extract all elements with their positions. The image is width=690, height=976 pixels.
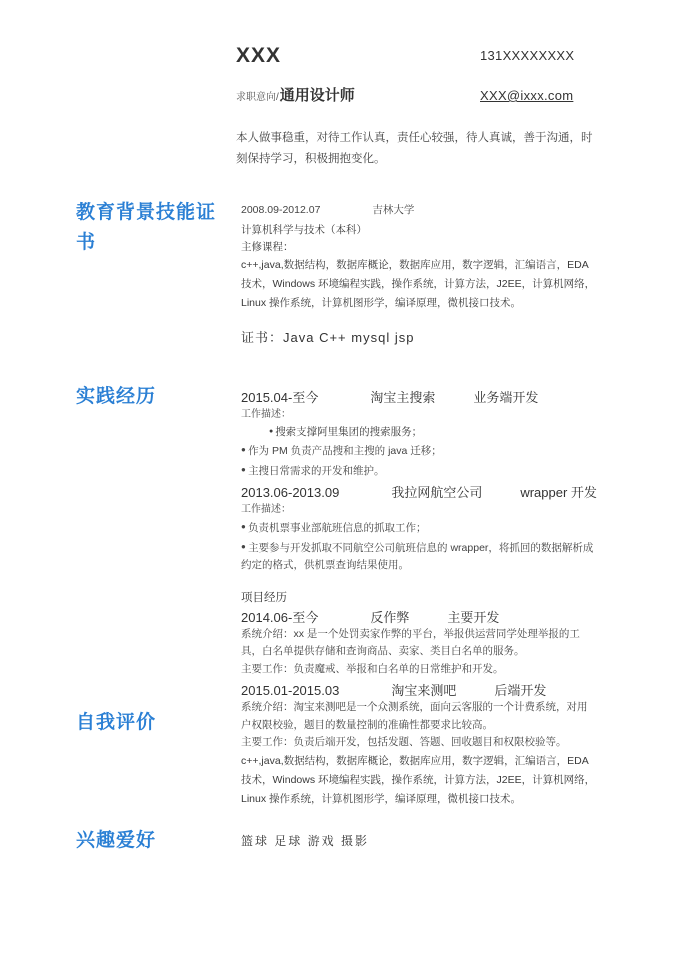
job-date: 2013.06-2013.09: [241, 485, 340, 500]
section-title-self-evaluation: 自我评价: [76, 712, 157, 733]
email-address[interactable]: XXX@ixxx.com: [480, 88, 574, 103]
resume-header: [0, 40, 690, 120]
job-intent: [236, 84, 355, 105]
project-headline: [241, 607, 601, 626]
job-bullet: ● 搜索支撑阿里集团的搜索服务；: [269, 423, 601, 441]
project-role: 后端开发: [494, 683, 547, 698]
education-courses: c++,java,数据结构，数据库概论，数据库应用，数字逻辑，汇编语言，EDA 技术，Windows 环境编程实践，操作系统，计算方法，J2EE，计算机网络，Linux 操作系统，计算机图形学，编译原理，微机接口技术。: [241, 259, 596, 309]
project-intro-text: xx 是一个处罚卖家作弊的平台，举报供运营同学处理举报的工具，白名单提供存储和查询商品、卖家、类目白名单的服务。: [241, 627, 580, 657]
hobby-block: [241, 832, 601, 849]
projects-title: 项目经历: [241, 591, 287, 604]
section-title-education: 教育背景技能证书: [76, 202, 217, 253]
project-name: 反作弊: [370, 609, 410, 625]
education-major: 计算机科学与技术（本科）: [241, 224, 367, 236]
candidate-name: XXX: [236, 44, 282, 67]
project-intro: [241, 626, 597, 661]
job-company: 淘宝主搜索: [370, 390, 436, 405]
job-bullet: ● 主搜日常需求的开发和维护。: [241, 461, 601, 481]
project-date: 2014.06-至今: [241, 609, 319, 625]
project-main-label: 主要工作：: [241, 736, 294, 748]
project-role: 主要开发: [447, 609, 500, 625]
project-date: 2015.01-2015.03: [241, 683, 340, 698]
phone-number: 131XXXXXXXX: [480, 48, 575, 63]
education-date: 2008.09-2012.07: [241, 204, 321, 216]
project-main: [241, 661, 597, 679]
job-role: wrapper 开发: [520, 485, 597, 500]
job-bullet: ● 主要参与开发抓取不同航空公司航班信息的 wrapper，将抓回的数据解析成约定的格式，供机票查询结果使用。: [241, 538, 597, 575]
experience-block: [241, 385, 601, 752]
project-intro: [241, 699, 597, 734]
hobby-text: 篮球 足球 游戏 摄影: [241, 834, 370, 848]
project-main-text: 负责后端开发，包括发题、答题、回收题目和权限校验等。: [293, 736, 567, 748]
job-headline: [241, 482, 601, 501]
self-evaluation-text: c++,java,数据结构，数据库概论，数据库应用，数字逻辑，汇编语言，EDA 技术，Windows 环境编程实践，操作系统，计算方法，J2EE，计算机网络，Linux 操作系统，计算机图形学，编译原理，微机接口技术。: [241, 755, 596, 805]
project-intro-label: 系统介绍：: [241, 627, 294, 640]
project-main: [241, 734, 597, 752]
section-title-hobby: 兴趣爱好: [76, 830, 157, 851]
education-block: [241, 200, 601, 346]
education-headline: [241, 200, 601, 219]
job-desc-label: 工作描述：: [241, 504, 291, 515]
job-company: 我拉网航空公司: [391, 485, 483, 500]
job-intent-label: 求职意向/: [236, 92, 279, 103]
job-desc-label: 工作描述：: [241, 409, 291, 420]
job-bullet: ● 作为 PM 负责产品搜和主搜的 java 迁移；: [241, 441, 601, 461]
project-headline: [241, 680, 601, 699]
summary-paragraph: 本人做事稳重，对待工作认真，责任心较强，待人真诚，善于沟通，时刻保持学习，积极拥抱变化。: [236, 132, 593, 165]
project-main-text: 负责魔戒、举报和白名单的日常维护和开发。: [293, 662, 504, 675]
education-certificate: 证书：Java C++ mysql jsp: [241, 330, 415, 345]
education-courses-label: 主修课程：: [241, 241, 294, 253]
project-name: 淘宝来测吧: [391, 683, 457, 698]
job-date: 2015.04-至今: [241, 390, 319, 405]
self-evaluation-block: [241, 752, 601, 809]
section-title-experience: 实践经历: [76, 386, 157, 407]
project-intro-label: 系统介绍：: [241, 701, 294, 713]
job-headline: [241, 387, 601, 406]
job-role: 业务端开发: [473, 390, 539, 405]
education-school: 吉林大学: [372, 204, 415, 216]
project-intro-text: 淘宝来测吧是一个众测系统，面向云客服的一个计费系统，对用户权限校验，题目的数量控制的准确性都要求比较高。: [241, 701, 588, 731]
project-main-label: 主要工作：: [241, 662, 294, 675]
job-intent-value: 通用设计师: [279, 87, 355, 104]
job-bullet: ● 负责机票事业部航班信息的抓取工作；: [241, 518, 601, 538]
